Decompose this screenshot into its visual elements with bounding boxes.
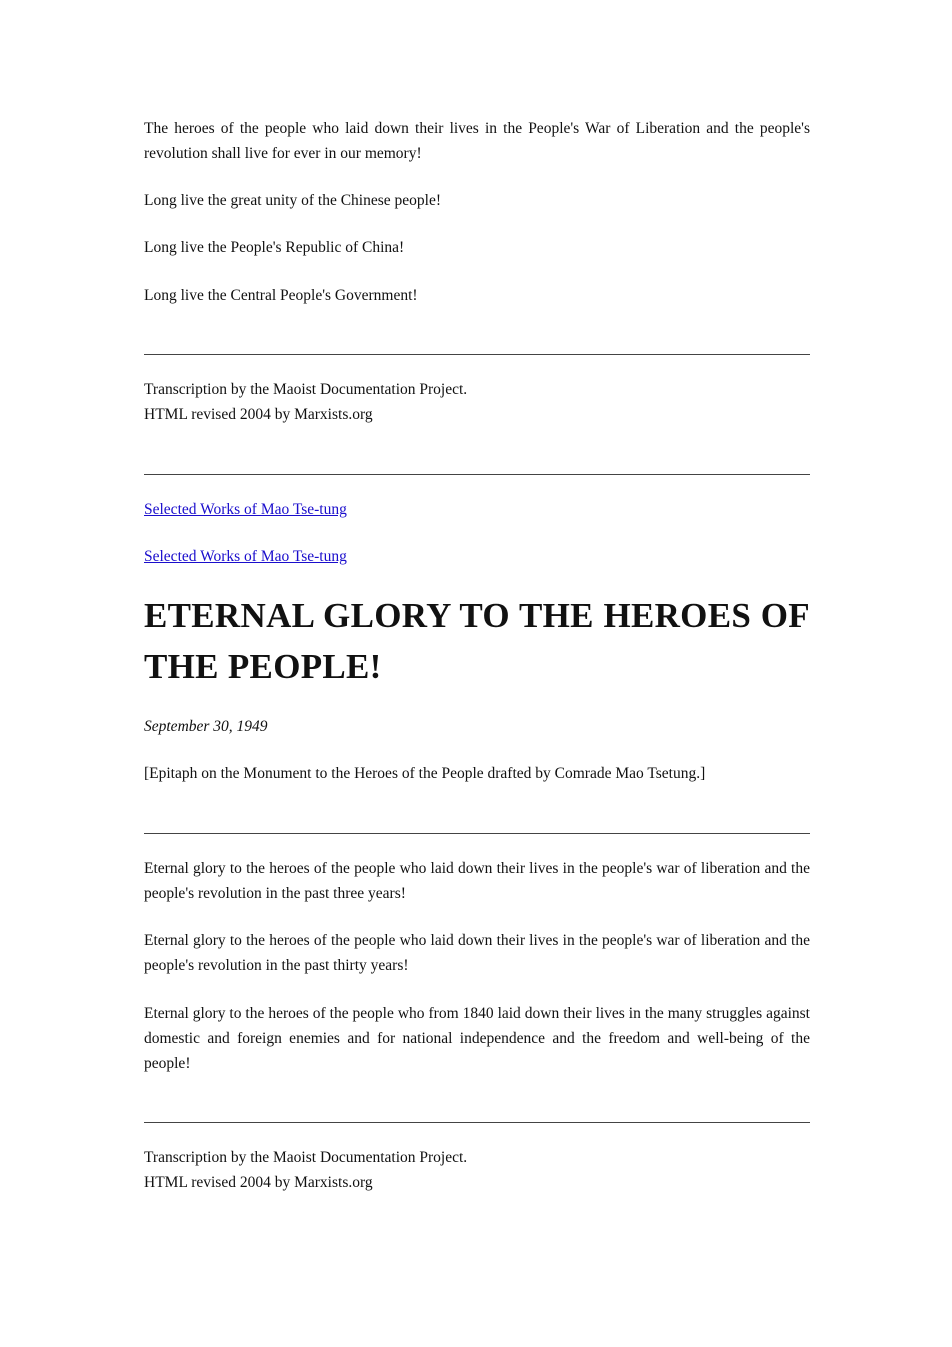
previous-closing-paragraph: The heroes of the people who laid down their lives in the People's War of Liberation and the people's revolution shall live for ever in our memory!: [144, 120, 810, 162]
horizontal-divider: [144, 474, 810, 475]
horizontal-divider: [144, 833, 810, 834]
article-title: ETERNAL GLORY TO THE HEROES OF THE PEOPLE!: [144, 596, 810, 686]
article-credit-transcription: Transcription by the Maoist Documentation Project.: [144, 1149, 468, 1166]
article-paragraph: Eternal glory to the heroes of the people who from 1840 laid down their lives in the many struggles against domestic and foreign enemies and for national independence and the freedom and well-being of the people!: [144, 1005, 810, 1072]
previous-closing-paragraph: Long live the great unity of the Chinese people!: [144, 192, 441, 209]
horizontal-divider: [144, 354, 810, 355]
previous-closing-paragraph: Long live the Central People's Government!: [144, 287, 418, 304]
previous-closing-paragraph: Long live the People's Republic of China!: [144, 239, 405, 256]
article-editorial-note: [Epitaph on the Monument to the Heroes of the People drafted by Comrade Mao Tsetung.]: [144, 765, 706, 782]
selected-works-link[interactable]: Selected Works of Mao Tse-tung: [144, 548, 347, 565]
previous-credit-html-revision: HTML revised 2004 by Marxists.org: [144, 406, 373, 423]
article-paragraph: Eternal glory to the heroes of the people who laid down their lives in the people's war of liberation and the people's revolution in the past thirty years!: [144, 932, 810, 974]
selected-works-link[interactable]: Selected Works of Mao Tse-tung: [144, 501, 347, 518]
article-date: September 30, 1949: [144, 718, 268, 735]
previous-credit-transcription: Transcription by the Maoist Documentation Project.: [144, 381, 468, 398]
article-paragraph: Eternal glory to the heroes of the people who laid down their lives in the people's war of liberation and the people's revolution in the past three years!: [144, 860, 810, 902]
horizontal-divider: [144, 1122, 810, 1123]
article-credit-html-revision: HTML revised 2004 by Marxists.org: [144, 1174, 373, 1191]
